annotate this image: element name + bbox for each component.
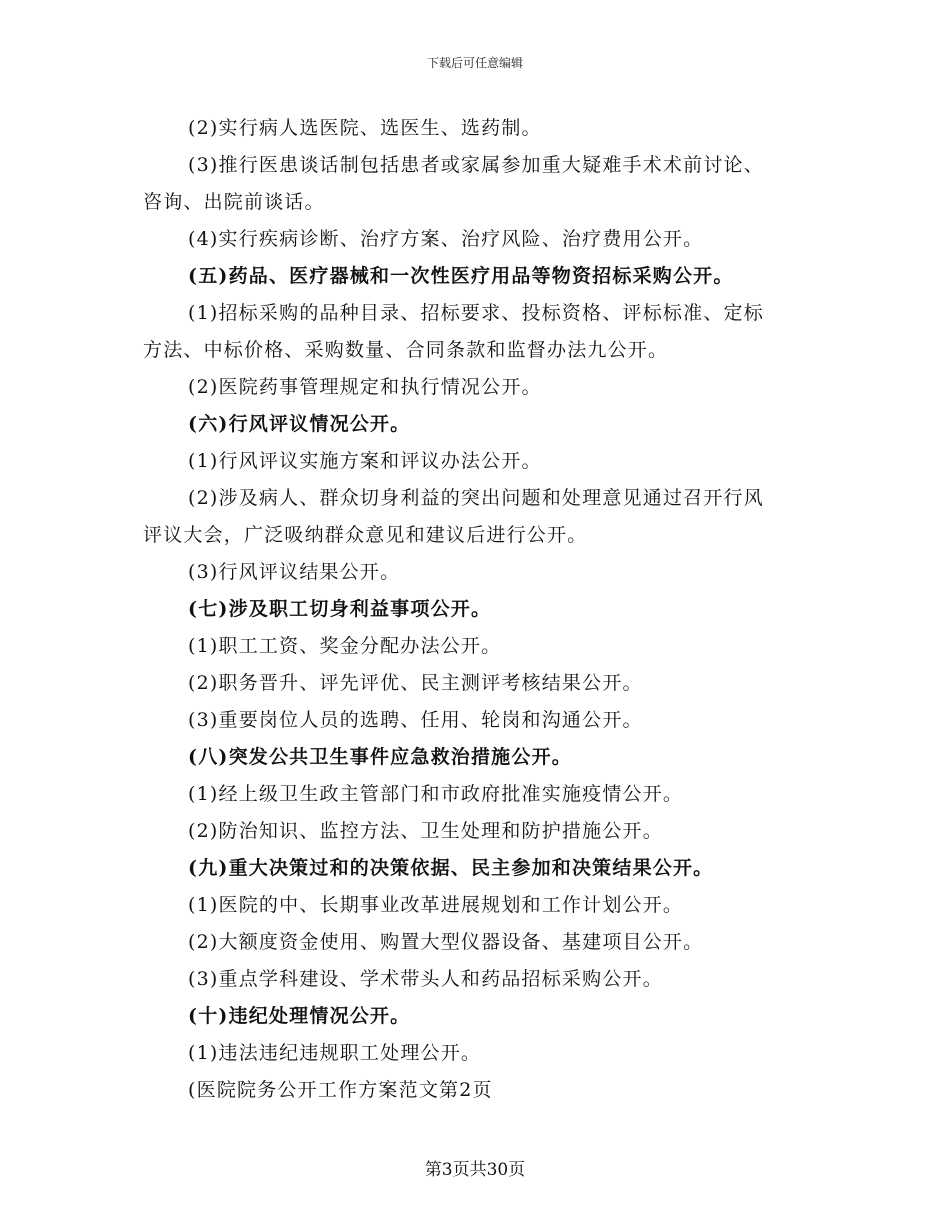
paragraph-line: (1)医院的中、长期事业改革进展规划和工作计划公开。 xyxy=(188,894,684,916)
page-footer: 第3页共30页 xyxy=(424,1160,526,1180)
paragraph-line: (1)违法违纪违规职工处理公开。 xyxy=(188,1042,482,1064)
paragraph-line: (1)职工工资、奖金分配办法公开。 xyxy=(188,635,502,657)
section-heading: (十)违纪处理情况公开。 xyxy=(188,1005,411,1027)
paragraph-line: (2)涉及病人、群众切身利益的突出问题和处理意见通过召开行风 xyxy=(188,487,764,509)
paragraph-line: (医院院务公开工作方案范文第2页 xyxy=(188,1079,493,1101)
section-heading: (五)药品、医疗器械和一次性医疗用品等物资招标采购公开。 xyxy=(188,265,734,287)
paragraph-line: (4)实行疾病诊断、治疗方案、治疗风险、治疗费用公开。 xyxy=(188,228,704,250)
paragraph-line: (2)大额度资金使用、购置大型仪器设备、基建项目公开。 xyxy=(188,931,704,953)
paragraph-line: (3)行风评议结果公开。 xyxy=(188,561,401,583)
paragraph-line: (2)职务晋升、评先评优、民主测评考核结果公开。 xyxy=(188,672,643,694)
section-heading: (六)行风评议情况公开。 xyxy=(188,413,411,435)
paragraph-line: 评议大会，广泛吸纳群众意见和建议后进行公开。 xyxy=(143,524,588,546)
paragraph-line: (3)重要岗位人员的选聘、任用、轮岗和沟通公开。 xyxy=(188,709,643,731)
paragraph-line: (1)行风评议实施方案和评议办法公开。 xyxy=(188,450,542,472)
paragraph-line: 咨询、出院前谈话。 xyxy=(143,191,325,213)
paragraph-line: (1)经上级卫生政主管部门和市政府批准实施疫情公开。 xyxy=(188,783,684,805)
paragraph-line: 方法、中标价格、采购数量、合同条款和监督办法九公开。 xyxy=(143,339,669,361)
paragraph-line: (3)重点学科建设、学术带头人和药品招标采购公开。 xyxy=(188,968,663,990)
section-heading: (九)重大决策过和的决策依据、民主参加和决策结果公开。 xyxy=(188,857,714,879)
paragraph-line: (2)实行病人选医院、选医生、选药制。 xyxy=(188,117,542,139)
document-body xyxy=(143,110,813,1109)
paragraph-line: (3)推行医患谈话制包括患者或家属参加重大疑难手术术前讨论、 xyxy=(188,154,764,176)
paragraph-line: (1)招标采购的品种目录、招标要求、投标资格、评标标准、定标 xyxy=(188,302,764,324)
paragraph-line: (2)防治知识、监控方法、卫生处理和防护措施公开。 xyxy=(188,820,663,842)
paragraph-line: (2)医院药事管理规定和执行情况公开。 xyxy=(188,376,542,398)
section-heading: (七)涉及职工切身利益事项公开。 xyxy=(188,598,492,620)
page-header: 下载后可任意编辑 xyxy=(426,56,523,70)
section-heading: (八)突发公共卫生事件应急救治措施公开。 xyxy=(188,746,572,768)
